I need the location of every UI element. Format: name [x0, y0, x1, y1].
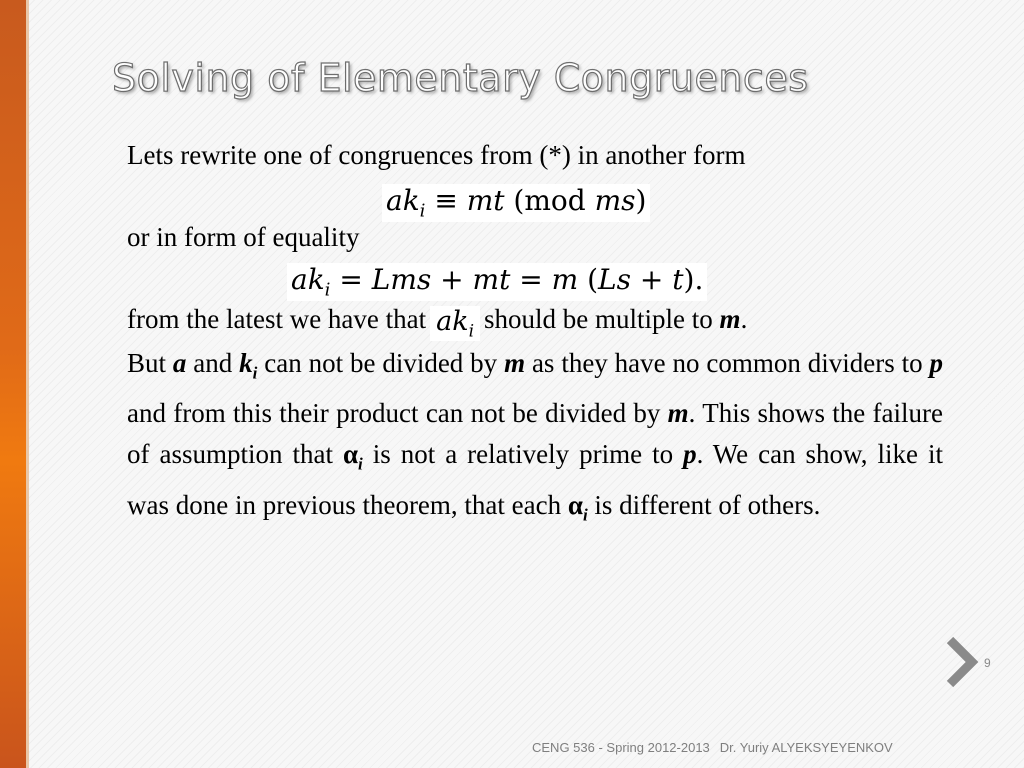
formula2-end: . [694, 263, 704, 296]
line3-after: should be multiple to [484, 304, 713, 334]
text-line-3 [127, 304, 747, 341]
para-p2: p [683, 439, 697, 470]
para-t3: and from this their product can not be divided by [127, 398, 661, 429]
formula1-lhs-sub: i [419, 200, 426, 222]
congruence-formula: $ak_i$ ≡ mt (mod ms) [382, 184, 650, 222]
footer [532, 740, 893, 755]
left-accent-bar-edge [26, 0, 29, 768]
text-line-1: Lets rewrite one of congruences from (*) in another form [127, 140, 746, 170]
formula2-term2: mt [472, 263, 511, 296]
formula1-rel: ≡ [434, 184, 458, 217]
equality-formula: $ak_i$ = Lms + mt = m (Ls + t). [287, 263, 707, 301]
left-accent-bar [0, 0, 26, 768]
formula2-eq2: = [519, 263, 543, 296]
para-p1: p [929, 348, 943, 378]
para-m2: m [667, 398, 689, 429]
formula1-mod-word: mod [524, 184, 586, 217]
para-m1: m [504, 348, 526, 378]
formula2-lhs: ak [291, 263, 325, 296]
line3-expr-sub: i [468, 321, 475, 342]
text-line-2: or in form of equality [127, 222, 360, 252]
chevron-shape [950, 640, 972, 684]
para-t1: can not be divided by [264, 348, 498, 378]
formula2-term1: Lms [371, 263, 432, 296]
para-t6: . We can show, like it was done in previous theorem, that each [127, 439, 944, 520]
para-k: k [239, 348, 253, 378]
formula1-mod-arg: ms [594, 184, 636, 217]
formula2-plus: + [440, 263, 464, 296]
formula1-lhs: ak [386, 184, 420, 217]
para-t2: as they have no common dividers to [531, 348, 923, 378]
para-alpha: α [342, 439, 359, 470]
main-paragraph [127, 343, 943, 535]
formula1-rhs: mt [466, 184, 505, 217]
formula2-inner-plus: + [639, 263, 664, 296]
para-t5: is not a relatively prime to [372, 439, 674, 470]
page-number: 9 [984, 656, 991, 670]
para-t4: . This shows the failure of assumption that [127, 398, 943, 470]
para-and: and [193, 348, 233, 378]
formula2-lhs-sub: i [324, 279, 331, 301]
line3-end: . [740, 304, 748, 334]
para-but: But [127, 348, 167, 378]
para-alpha-sub: i [358, 454, 363, 474]
para-t7: is different of others. [594, 489, 821, 520]
footer-course: CENG 536 - Spring 2012-2013 [532, 740, 710, 755]
next-slide-chevron-icon[interactable] [944, 636, 980, 688]
line3-formula [430, 306, 480, 341]
formula2-m: m [551, 263, 579, 296]
para-a: a [172, 348, 187, 378]
formula2-inner2: t [672, 263, 684, 296]
formula2-inner1: Ls [598, 263, 631, 296]
formula2-eq1: = [339, 263, 363, 296]
line3-before: from the latest we have that [127, 304, 427, 334]
para-alpha2-sub: i [582, 505, 588, 525]
line3-var: m [719, 304, 741, 334]
slide-title: Solving of Elementary Congruences [112, 56, 809, 100]
para-alpha2: α [567, 489, 583, 520]
footer-author: Dr. Yuriy ALYEKSYEYENKOV [719, 740, 893, 755]
para-k-sub: i [252, 363, 258, 383]
line3-expr: ak [436, 306, 469, 337]
